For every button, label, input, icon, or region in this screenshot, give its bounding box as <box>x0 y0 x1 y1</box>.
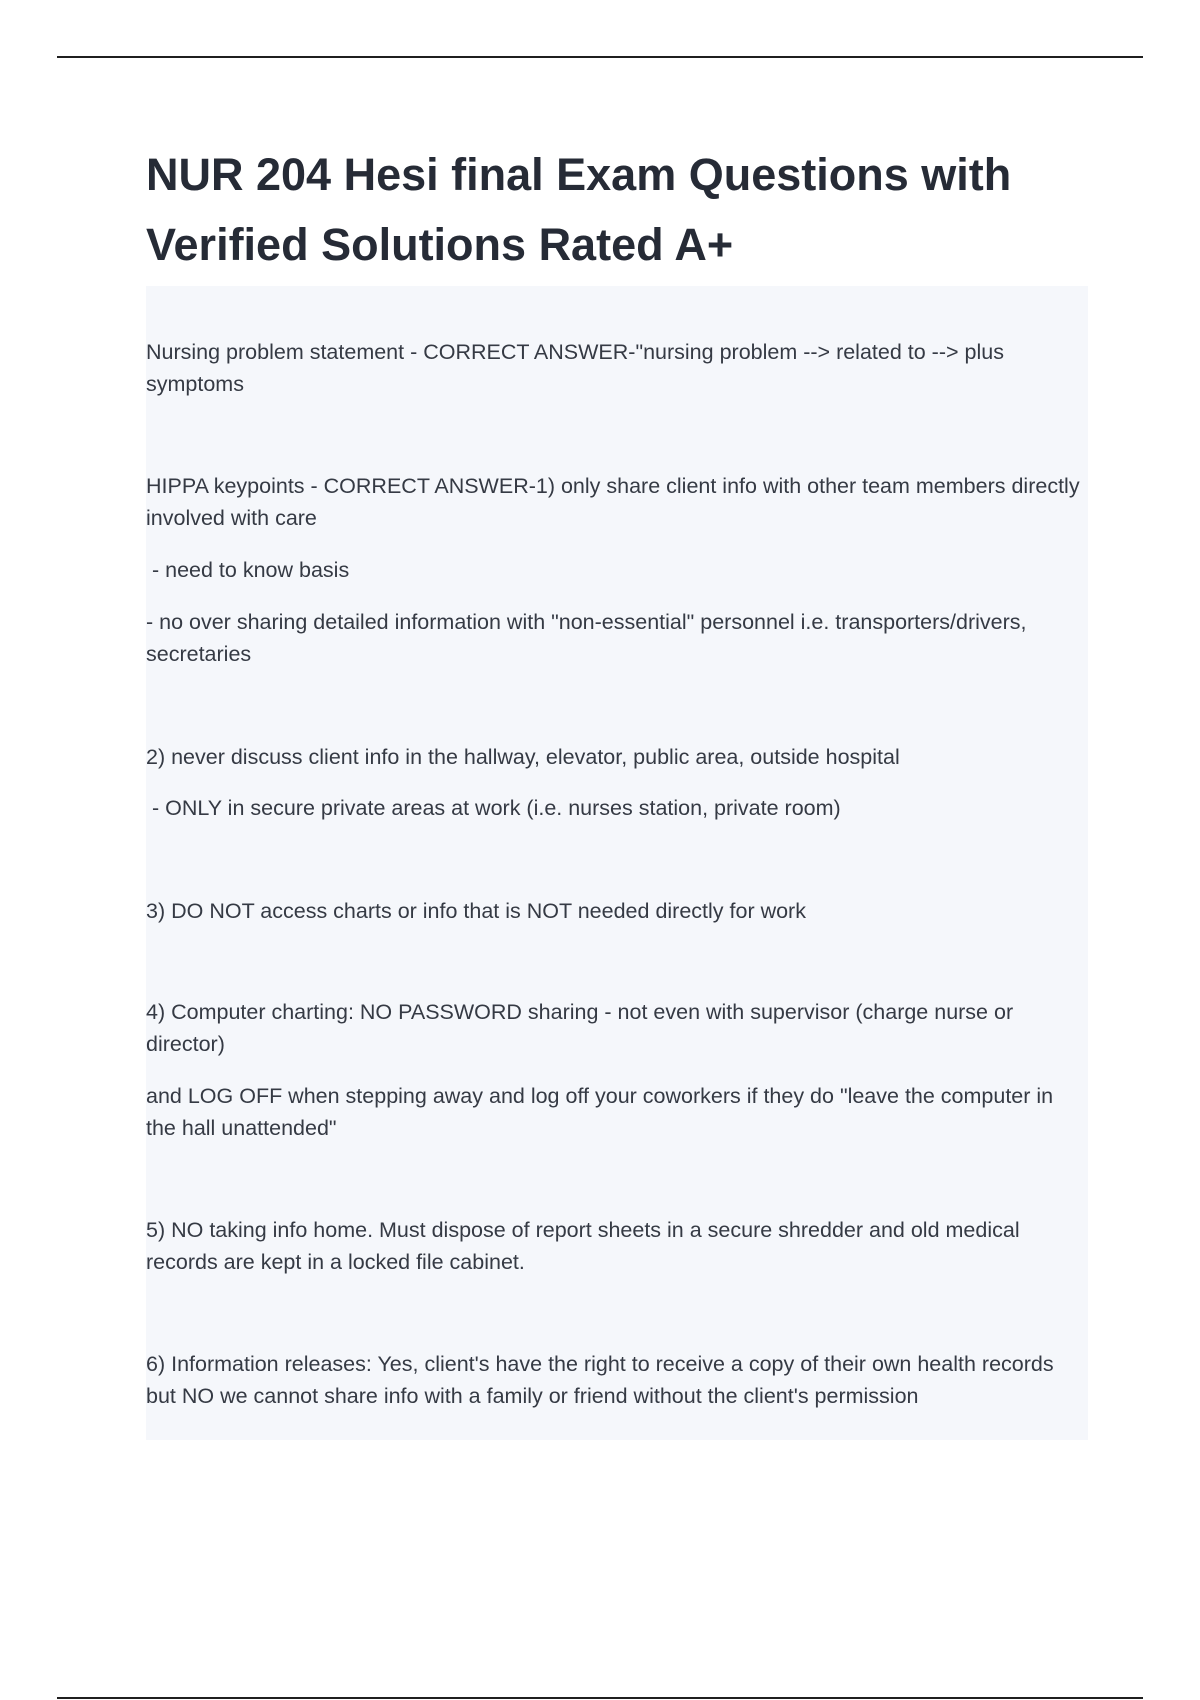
top-rule <box>57 56 1143 58</box>
hippa-point-text: - need to know basis <box>152 558 350 582</box>
bottom-rule <box>57 1697 1143 1699</box>
qa-entry-nursing-problem: Nursing problem statement - CORRECT ANSWER-"nursing problem --> related to --> plus symptoms <box>146 340 1004 396</box>
hippa-point-text: 2) never discuss client info in the hallway, elevator, public area, outside hospital <box>146 745 900 769</box>
hippa-point-text: 4) Computer charting: NO PASSWORD sharing - not even with supervisor (charge nurse or director) <box>146 1000 1014 1056</box>
hippa-point-text: and LOG OFF when stepping away and log off your coworkers if they do "leave the computer in the hall unattended" <box>146 1084 1054 1140</box>
hippa-point-text: 5) NO taking info home. Must dispose of report sheets in a secure shredder and old medical records are kept in a locked file cabinet. <box>146 1218 1020 1274</box>
hippa-point-text: - no over sharing detailed information with "non-essential" personnel i.e. transporters/drivers, secretaries <box>146 610 1027 666</box>
hippa-point-text: 3) DO NOT access charts or info that is NOT needed directly for work <box>146 899 806 923</box>
qa-entry-hippa: HIPPA keypoints - CORRECT ANSWER-1) only share client info with other team members directly involved with care <box>146 474 1080 530</box>
hippa-point-text: - ONLY in secure private areas at work (i.e. nurses station, private room) <box>152 796 841 820</box>
hippa-point-text: 6) Information releases: Yes, client's have the right to receive a copy of their own health records but NO we cannot share info with a family or friend without the client's permission <box>146 1352 1054 1408</box>
document-title: NUR 204 Hesi final Exam Questions with Verified Solutions Rated A+ <box>146 149 1012 270</box>
